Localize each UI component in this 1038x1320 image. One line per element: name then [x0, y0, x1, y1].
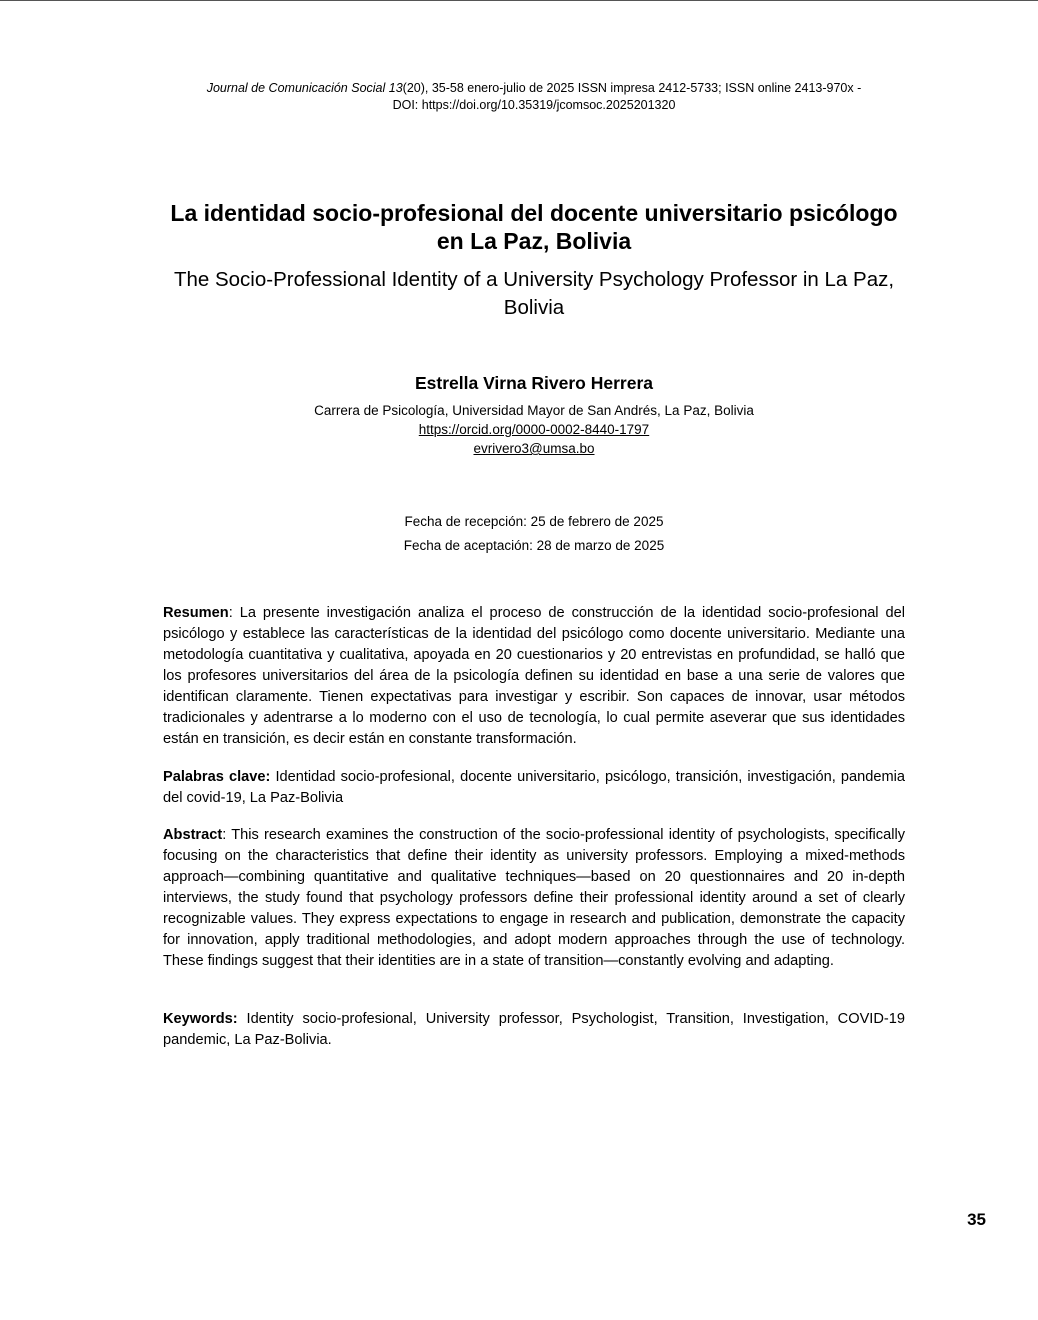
accepted-date: Fecha de aceptación: 28 de marzo de 2025: [403, 538, 665, 553]
keywords-label: Keywords:: [163, 1011, 238, 1027]
keywords-text: Identity socio-profesional, University professor, Psychologist, Transition, Investigation, COVID-19 pandemic, La Paz-Bolivia.: [163, 1011, 905, 1048]
keywords-paragraph: [163, 1009, 905, 1051]
author-email-link[interactable]: evrivero3@umsa.bo: [473, 441, 595, 456]
palabras-clave-label: Palabras clave:: [163, 769, 271, 785]
author-affiliation: Carrera de Psicología, Universidad Mayor de San Andrés, La Paz, Bolivia: [314, 403, 754, 418]
journal-doi[interactable]: DOI: https://doi.org/10.35319/jcomsoc.2025201320: [392, 98, 676, 112]
journal-citation-line: [160, 80, 908, 97]
received-date: Fecha de recepción: 25 de febrero de 2025: [404, 514, 664, 529]
resumen-text: : La presente investigación analiza el proceso de construcción de la identidad socio-profesional del psicólogo y establece las características de la identidad del psicólogo como docente universitario. Mediante una metodología cuantitativa y cualitativa, apoyada en 20 cuestionarios y 20 entrevistas en profundidad, se halló que los profesores universitarios del área de la psicología definen su identidad en base a una serie de valores que identifican claramente. Tienen expectativas para investigar y escribir. Son capaces de innovar, usar métodos tradicionales y adentrarse a lo moderno con el uso de tecnología, lo cual permite aseverar que sus identidades están en transición, es decir están en constante transformación.: [163, 605, 905, 747]
journal-issue-info: (20), 35-58 enero-julio de 2025 ISSN impresa 2412-5733; ISSN online 2413-970x -: [402, 81, 862, 95]
author-details: [160, 401, 908, 458]
page-number: 35: [967, 1210, 986, 1229]
top-border-line: [0, 0, 1038, 1]
title-spanish: La identidad socio-profesional del docente universitario psicólogo en La Paz, Bolivia: [170, 200, 898, 254]
submission-dates: [160, 510, 908, 558]
title-english: The Socio-Professional Identity of a University Psychology Professor in La Paz, Bolivia: [173, 268, 895, 319]
author-orcid-link[interactable]: https://orcid.org/0000-0002-8440-1797: [418, 422, 650, 437]
abstract-label: Abstract: [163, 827, 223, 843]
resumen-paragraph: [163, 603, 905, 750]
abstract-text: : This research examines the construction of the socio-professional identity of psychologists, specifically focusing on the characteristics that define their identity as university professors. Employing a mixed-methods approach—combining quantitative and qualitative techniques—based on 20 questionnaires and 20 in-depth interviews, the study found that psychology professors define their professional identity around a set of clearly recognizable values. They express expectations to engage in research and publication, demonstrate the capacity for innovation, apply traditional methodologies, and adopt modern approaches through the use of technology. These findings suggest that their identities are in a state of transition—constantly evolving and adapting.: [163, 827, 905, 969]
author-name: Estrella Virna Rivero Herrera: [414, 373, 653, 393]
abstract-paragraph: [163, 825, 905, 972]
journal-name: Journal de Comunicación Social 13: [206, 81, 403, 95]
palabras-clave-text: Identidad socio-profesional, docente universitario, psicólogo, transición, investigación, pandemia del covid-19, La Paz-Bolivia: [163, 769, 905, 806]
resumen-label: Resumen: [163, 605, 229, 621]
palabras-clave-paragraph: [163, 767, 905, 809]
journal-header: [160, 80, 908, 114]
